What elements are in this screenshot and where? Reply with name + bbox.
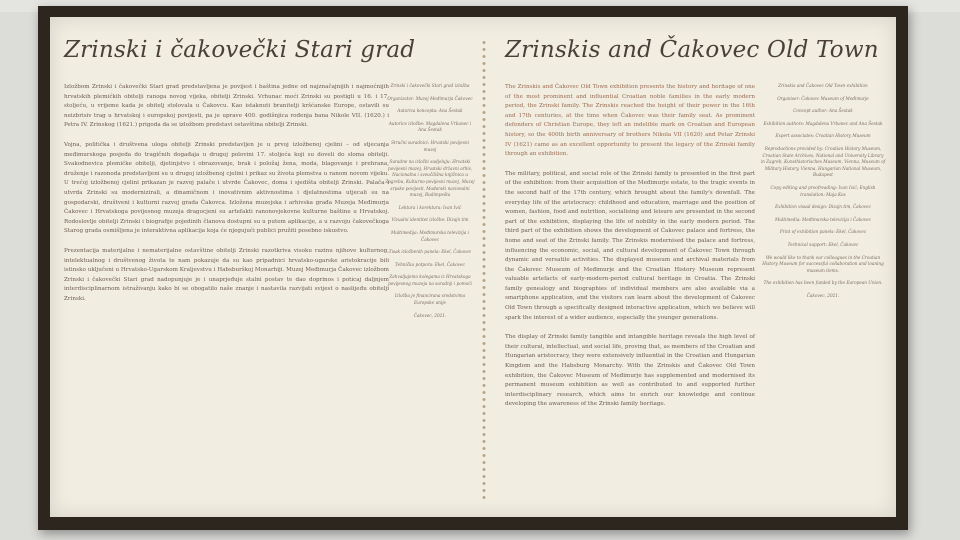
credit-line: Zrinski i čakovečki Stari grad izložba <box>390 83 470 88</box>
english-title: Zrinskis and Čakovec Old Town <box>505 37 879 63</box>
credit-line: Print of exhibition panels: Ekel, Čakovec <box>779 229 867 235</box>
credit-line: We would like to thank our colleagues in the Croatian History Museum for successful collaboration and loaning museum items. <box>762 254 884 273</box>
credit-line: Technical support: Ekel, Čakovec <box>787 241 859 247</box>
credit-line: Čakovec, 2021. <box>413 312 447 318</box>
croatian-body <box>64 83 389 314</box>
credit-line: The exhibition has been funded by the European Union. <box>763 280 883 286</box>
croatian-paragraph-1: Izložbom Zrinski i čakovečki Stari grad predstavljena je povijest i baština jedne od najznačajnijih i najmoćnijih hrvatskih plemićkih obitelji ranoga novog vijeka, obitelji Zrinski. Vrhunac moći Zrinski su postigli u 16. i 17. stoljeću, u vrijeme kada je obitelj stolovala u Čakovcu. Kao istaknuti branitelji kršćanske Europe, ostavili su neizbrisiv trag u hrvatskoj i europskoj povijesti, pa je uprave 400. godišnjica rođenja bana Nikole VII. (1620.) i Petra IV. Zrinskog (1621.) prigoda da se izložbom predstavi ostavština obitelji Zrinski. <box>64 84 389 129</box>
credit-line: Concept author: Ana Šestak <box>793 108 853 114</box>
credit-line: Organizator: Muzej Međimurja Čakovec <box>387 95 473 101</box>
english-body <box>505 83 755 420</box>
credit-line: Tisak izložbenih panela: Ekel, Čakovec <box>388 249 472 255</box>
croatian-paragraph-3: Prezentacija materijalne i nematerijalne ostavštine obitelji Zrinski razotkriva visoku razinu njihove kulturnog, intelektualnog i društvenog života te nam pokazuje da su kao pripadnici hrvatsko-ugarske aristokracije bili istinsko uključeni u Hrvatsko-Ugarskom Kraljevstvu i Habsburškoj Monarhiji. Muzej Međimurja Čakovec izložbom Zrinski i čakovečki Stari grad nadopunjuje je i unaprjeđuje stalni postav te dao doprinos i poticaj daljnjem interdisciplinarnom istraživanju kako bi se obogatilo naše znanje i nastavila razvijati svijest o naslijeđu obitelji Zrinski. <box>64 247 389 302</box>
exhibition-panel <box>50 17 896 517</box>
ornamental-divider <box>480 39 488 499</box>
credit-line: Multimedija: Međimurska televizija i Čakovec <box>390 229 469 242</box>
credit-line: Izložba je financirana sredstvima Europske unije <box>394 293 466 306</box>
credit-line: Tehnička potpora: Ekel, Čakovec <box>395 261 465 267</box>
credit-line: Organiser: Čakovec Museum of Međimurje <box>777 95 869 101</box>
credit-line: Expert associates: Croatian History Museum <box>775 133 871 139</box>
credit-line: Autorice izložbe: Magdalena Vrbanec i Ana Šestak <box>388 120 472 133</box>
credit-line: Stručni suradnici: Hrvatski povijesni muzej <box>391 139 469 152</box>
credit-line: Reproductions provided by: Croatian History Museum, Croatian State Archives, National and University Library in Zagreb, Kunsthistorisches Museum, Vienna, Museum of Military History, Vienna, Hungarian National Museum, Budapest <box>760 145 886 178</box>
credit-line: Vizualni identitet izložbe: Dizajn tim <box>391 217 469 223</box>
croatian-credits <box>385 83 475 325</box>
english-credits <box>760 83 886 305</box>
croatian-title: Zrinski i čakovečki Stari grad <box>64 37 416 63</box>
english-paragraph-2: The military, political, and social role of the Zrinski family is presented in the first part of the exhibition: from their acquisition of the Međimurje estate, to the tragic events in the second half of the 17th century, which brought about the family's downfall. The everyday life of the aristocracy: childhood and education, marriage and the position of women, fashion, food and nutrition, socialising and leisure are presented in the second part of the exhibition, displaying the life of nobility in the early modern period. The third part of the exhibition shows the development of Čakovec palace and fortress, the home and seat of the Zrinski family. The Zrinskis modernised the palace and fortress, influencing the economic, social, and cultural development of Čakovec Town through dynamic and versatile activities. The displayed museum and archival materials from the Čakovec Museum of Međimurje and the Croatian History Museum represent valuable artefacts of early-modern-period cultural heritage in Croatia. The Zrinski family genealogy and biographies of individual members are also available via a smartphone application, and the visitors can learn about the development of Čakovec Old Town through a specifically designed interactive application, which we believe will spark the interest of a wider audience, especially the younger generations. <box>505 170 755 321</box>
credit-line: Zrinskis and Čakovec Old Town exhibition <box>778 83 868 88</box>
credit-line: Autorica koncepta: Ana Šestak <box>397 108 463 114</box>
credit-line: Lektura i korektura: Ivan Ivić <box>398 204 462 210</box>
credit-line: Suradne na izložbi sudjeluju: Hrvatski povijesni muzej, Hrvatski državni arhiv, Nacionalna i sveučilišna knjižnica u Zagrebu, Kulturno-povijesni muzej, Muzej srpske povijesti, Mađarski nacionalni muzej, Budimpešta <box>385 159 475 198</box>
english-paragraph-3: The display of Zrinski family tangible and intangible heritage reveals the high level of their cultural, intellectual, and social life, proving that, as members of the Croatian and Hungarian aristocracy, they were extensively influential in the Croatian and Hungarian Kingdom and the Habsburg Monarchy. With the Zrinskis and Čakovec Old Town exhibition, the Čakovec Museum of Međimurje has supplemented and modernised its permanent museum exhibition as well as contributed to and supported further interdisciplinary research, which aims to enrich our knowledge and continue developing the awareness of the Zrinski family heritage. <box>505 334 755 408</box>
credit-line: Čakovec, 2021. <box>806 292 840 298</box>
croatian-paragraph-2: Vojna, politička i društvena uloga obitelji Zrinski predstavljen je u prvoj izložbenoj cjelini – od stjecanja međimurskoga posjeda do tragičnih događaja u drugoj polovini 17. stoljeća koji su doveli do sloma obitelji. Svakodnevica plemićke obitelji, djetinjstvo i obrazovanje, brak i položaj žena, moda, blagovanje i prehrana, druženje i razonoda predstavljeni su u drugoj izložbenoj cjelini i prikaz su života plemstva u ranom novom vijeku. U trećoj izložbenoj cjelini prikazan je razvoj palače i utvrde Čakovec, doma i sjedišta obitelji Zrinski. Palača i utvrda Zrinski su modernizirali, a dinamičnom i inovativnim aktivnostima i djelatnostima utjecali su na gospodarski, društveni i kulturni razvoj grada Čakovca. Izložena muzejska i arhivska građa Muzeja Međimurja Čakovec i Hrvatskoga povijesnog muzeja dragocjeni su artefakti ranonovjekovne kulturne baštine u Hrvatskoj. Rodoslovlje obitelji Zrinski i biografije pojedinih članova dostupni su u putem aplikacije, a u razvoju čakovečkoga Starog grada osmišljena je interaktivna aplikacija koja će njegujući publici pružiti posebno iskustvo. <box>64 141 389 235</box>
credit-line: Copy editing and proofreading: Ivan Ivić; English translation: Maja Kos <box>770 184 876 197</box>
credit-line: Exhibition visual design: Dizajn tim, Čakovec <box>775 204 871 210</box>
credit-line: Exhibition authors: Magdalena Vrbanec and Ana Šestak <box>763 120 883 126</box>
credit-line: Zahvaljujemo kolegama iz Hrvatskoga povijesnog muzeja na suradnji i pomoći <box>388 274 472 286</box>
credit-line: Multimedia: Međimurska televizija i Čakovec <box>775 216 871 222</box>
english-paragraph-1: The Zrinskis and Čakovec Old Town exhibition presents the history and heritage of one of the most prominent and influential Croatian noble families in the early modern period, the Zrinski family. The Zrinskis reached the height of their power in the 16th and 17th centuries, at the time when Čakovec was their family seat. As prominent defenders of Christian Europe, they left an indelible mark on Croatian and European history, so the 400th birth anniversary of brothers Nikola VII (1620) and Petar Zrinski IV (1621) came as an excellent opportunity to present the legacy of the Zrinski family through an exhibition. <box>505 84 755 158</box>
